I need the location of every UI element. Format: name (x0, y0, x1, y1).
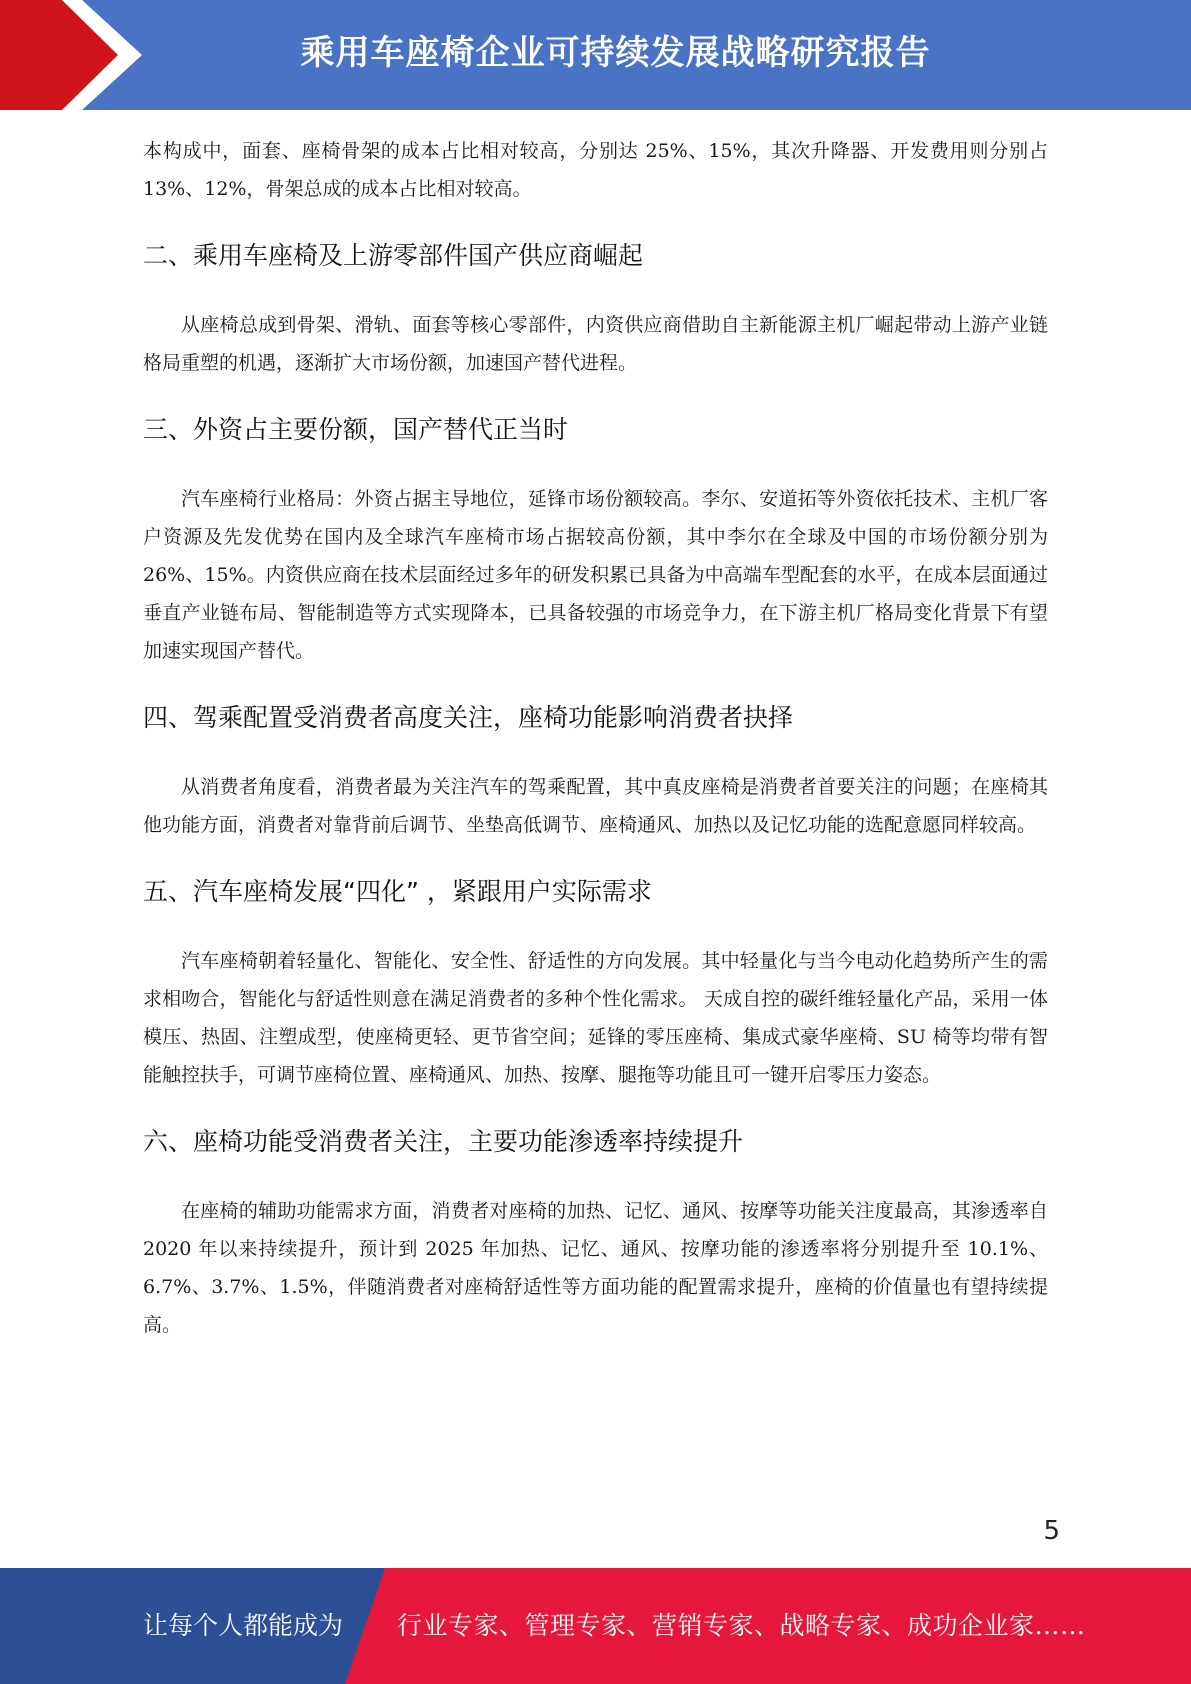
document-body (143, 132, 1048, 1344)
page-number: 5 (1043, 1516, 1060, 1546)
report-title: 乘用车座椅企业可持续发展战略研究报告 (300, 33, 931, 73)
section-2-heading: 二、乘用车座椅及上游零部件国产供应商崛起 (143, 241, 644, 270)
section-4-heading: 四、驾乘配置受消费者高度关注，座椅功能影响消费者抉择 (143, 703, 794, 732)
section-5-heading: 五、汽车座椅发展“四化” ，紧跟用户实际需求 (143, 877, 652, 906)
footer-slogan-right: 行业专家、管理专家、营销专家、战略专家、成功企业家…… (397, 1611, 1086, 1640)
section-4-paragraph: 从消费者角度看，消费者最为关注汽车的驾乘配置，其中真皮座椅是消费者首要关注的问题；在座椅其他功能方面，消费者对靠背前后调节、坐垫高低调节、座椅通风、加热以及记忆功能的选配意愿同样较高。 (143, 776, 1048, 836)
section-6-paragraph: 在座椅的辅助功能需求方面，消费者对座椅的加热、记忆、通风、按摩等功能关注度最高，其渗透率自 2020 年以来持续提升，预计到 2025 年加热、记忆、通风、按摩功能的渗透率将分别提升至 10.1%、6.7%、3.7%、1.5%，伴随消费者对座椅舒适性等方面功能的配置需求提升，座椅的价值量也有望持续提高。 (143, 1200, 1048, 1336)
header-banner (0, 0, 1191, 110)
footer-slogan-left: 让每个人都能成为 (143, 1611, 344, 1640)
section-2-paragraph: 从座椅总成到骨架、滑轨、面套等核心零部件，内资供应商借助自主新能源主机厂崛起带动上游产业链格局重塑的机遇，逐渐扩大市场份额，加速国产替代进程。 (143, 314, 1048, 374)
section-6-heading: 六、座椅功能受消费者关注，主要功能渗透率持续提升 (143, 1127, 744, 1156)
section-5-paragraph: 汽车座椅朝着轻量化、智能化、安全性、舒适性的方向发展。其中轻量化与当今电动化趋势所产生的需求相吻合，智能化与舒适性则意在满足消费者的多种个性化需求。 天成自控的碳纤维轻量化产品，采用一体模压、热固、注塑成型，使座椅更轻、更节省空间；延锋的零压座椅、集成式豪华座椅、SU 椅等均带有智能触控扶手，可调节座椅位置、座椅通风、加热、按摩、腿拖等功能且可一键开启零压力姿态。 (143, 950, 1048, 1086)
section-3-paragraph: 汽车座椅行业格局：外资占据主导地位，延锋市场份额较高。李尔、安道拓等外资依托技术、主机厂客户资源及先发优势在国内及全球汽车座椅市场占据较高份额，其中李尔在全球及中国的市场份额分别为 26%、15%。内资供应商在技术层面经过多年的研发积累已具备为中高端车型配套的水平，在成本层面通过垂直产业链布局、智能制造等方式实现降本，已具备较强的市场竞争力，在下游主机厂格局变化背景下有望加速实现国产替代。 (143, 488, 1048, 662)
section-3-heading: 三、外资占主要份额，国产替代正当时 (143, 415, 569, 444)
intro-paragraph: 本构成中，面套、座椅骨架的成本占比相对较高，分别达 25%、15%，其次升降器、开发费用则分别占 13%、12%，骨架总成的成本占比相对较高。 (143, 140, 1048, 200)
footer-banner (0, 1568, 1191, 1684)
